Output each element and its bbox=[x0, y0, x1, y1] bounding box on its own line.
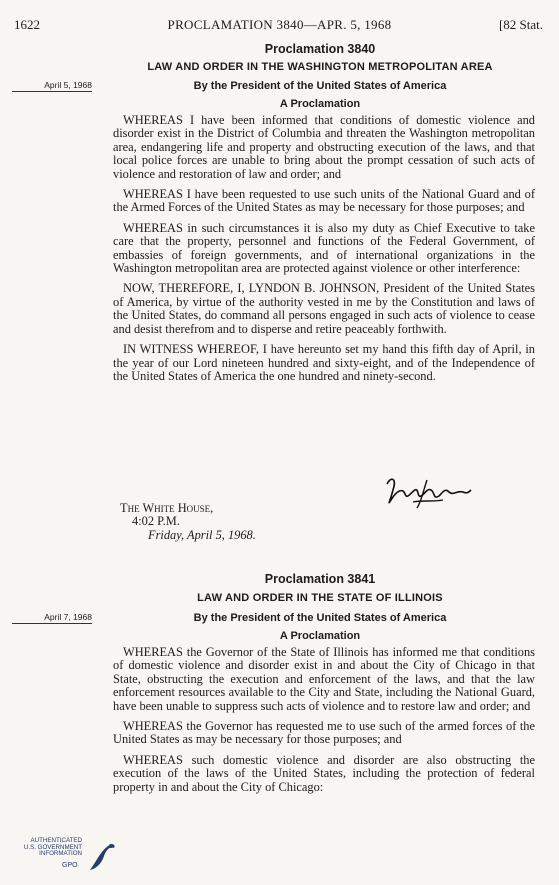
page-number: 1622 bbox=[14, 17, 40, 32]
proclamation-number-3841: Proclamation 3841 bbox=[264, 572, 376, 586]
proclamation-by-3840: By the President of the United States of America bbox=[193, 80, 447, 92]
gpo-mark: GPO bbox=[62, 862, 78, 869]
margin-date-3841: April 7, 1968 bbox=[12, 612, 92, 624]
running-header bbox=[0, 17, 559, 33]
body-3840 bbox=[113, 114, 535, 383]
paragraph: WHEREAS the Governor has requested me to use such of the armed forces of the United States as may be necessary for those purposes; and bbox=[113, 719, 535, 747]
body-3841 bbox=[113, 646, 535, 794]
paragraph: WHEREAS I have been informed that conditions of domestic violence and disorder exist in the District of Columbia and threaten the Washington metropolitan area, endangering life and property and obstructing execution of the laws, and that local police forces are unable to bring about the prompt cessation of such acts of violence and restoration of law and order; and bbox=[113, 113, 535, 181]
proclamation-title-3841: LAW AND ORDER IN THE STATE OF ILLINOIS bbox=[197, 592, 443, 604]
proclamation-number-3840: Proclamation 3840 bbox=[264, 42, 376, 56]
time-line: 4:02 P.M. bbox=[132, 514, 180, 529]
presidential-signature bbox=[383, 472, 473, 512]
place-line: The White House, bbox=[120, 501, 214, 515]
margin-date-3840: April 5, 1968 bbox=[12, 80, 92, 92]
running-title: PROCLAMATION 3840—APR. 5, 1968 bbox=[167, 17, 392, 32]
gpo-authentication-seal bbox=[14, 838, 124, 882]
paragraph: IN WITNESS WHEREOF, I have hereunto set my hand this fifth day of April, in the year of our Lord nineteen hundred and sixty-eight, and of the Independence of the United States of America the one hundred and ninety-second. bbox=[113, 342, 535, 383]
signature-block bbox=[120, 502, 256, 542]
date-line: Friday, April 5, 1968. bbox=[148, 527, 256, 542]
volume-ref: [82 Stat. bbox=[498, 17, 543, 32]
paragraph: WHEREAS in such circumstances it is also my duty as Chief Executive to take care that the property, personnel and functions of the Federal Government, of embassies of foreign governments, and of international organizations in the Washington metropolitan area are protected against violence or other interference: bbox=[113, 220, 535, 276]
paragraph: NOW, THEREFORE, I, LYNDON B. JOHNSON, President of the United States of America, by virtue of the authority vested in me by the Constitution and laws of the United States, do command all persons engaged in such acts of violence to cease and desist therefrom and to disperse and retire peaceably forthwith. bbox=[113, 281, 535, 336]
proclamation-title-3840: LAW AND ORDER IN THE WASHINGTON METROPOLITAN AREA bbox=[147, 61, 493, 73]
gpo-text: AUTHENTICATED U.S. GOVERNMENT INFORMATION bbox=[23, 837, 82, 858]
proclamation-by-3841: By the President of the United States of America bbox=[193, 612, 447, 624]
proclamation-kind-3841: A Proclamation bbox=[279, 630, 361, 642]
eagle-icon bbox=[86, 840, 118, 874]
proclamation-kind-3840: A Proclamation bbox=[279, 98, 361, 110]
paragraph: WHEREAS such domestic violence and disorder are also obstructing the execution of the laws of the United States, including the protection of federal property in and about the City of Chicago: bbox=[113, 752, 535, 794]
paragraph: WHEREAS the Governor of the State of Illinois has informed me that conditions of domestic violence and disorder exist in and about the City of Chicago in that State, obstructing the execution and enforcement of the laws, and that the law enforcement resources available to the City and State, including the National Guard, have been unable to suppress such acts of violence and to restore law and order; and bbox=[113, 645, 535, 713]
paragraph: WHEREAS I have been requested to use such units of the National Guard and of the Armed Forces of the United States as may be necessary for those purposes; and bbox=[113, 187, 535, 215]
